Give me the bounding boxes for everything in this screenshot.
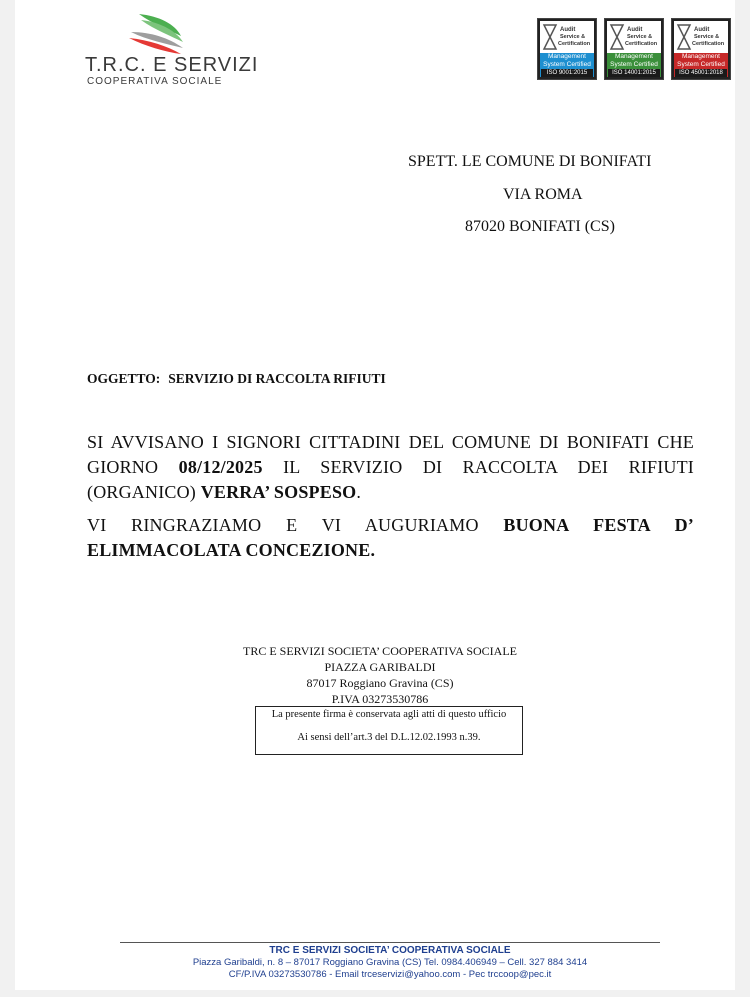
audit-logo-icon [540, 21, 594, 53]
signature-stamp-box [255, 706, 523, 755]
recipient-city: 87020 BONIFATI (CS) [465, 218, 615, 235]
svg-text:Certification: Certification [692, 41, 725, 47]
stamp-line-1: La presente firma è conservata agli atti di questo ufficio [271, 709, 507, 720]
footer-address: Piazza Garibaldi, n. 8 – 87017 Roggiano Gravina (CS) Tel. 0984.406949 – Cell. 327 884 3414 [192, 957, 588, 968]
cert-line2: System Certified [677, 61, 725, 68]
cert-badge-iso45001 [671, 18, 731, 80]
cert-line2: System Certified [610, 61, 658, 68]
signature-company: TRC E SERVIZI SOCIETA’ COOPERATIVA SOCIALE [243, 644, 517, 658]
footer-company: TRC E SERVIZI SOCIETA’ COOPERATIVA SOCIALE [269, 945, 511, 956]
cert-line1: Management [615, 53, 653, 60]
leaf-icon [125, 10, 195, 56]
svg-text:Service &: Service & [694, 34, 720, 40]
svg-text:Service &: Service & [627, 34, 653, 40]
document-page [15, 0, 735, 990]
audit-logo-icon [607, 21, 661, 53]
svg-text:Audit: Audit [627, 27, 643, 33]
signature-vat: P.IVA 03273530786 [331, 692, 429, 706]
notice-text-end: . [356, 482, 362, 502]
cert-standard: ISO 14001:2015 [608, 69, 660, 77]
cert-badge-iso9001 [537, 18, 597, 80]
recipient-name: SPETT. LE COMUNE DI BONIFATI [408, 153, 652, 170]
audit-logo-icon [674, 21, 728, 53]
svg-text:Certification: Certification [558, 41, 591, 47]
notice-text-middle: IL SERVIZIO DI RACCOLTA DEI RIFIUTI (ORGANICO) [87, 457, 695, 502]
logo-subtitle: COOPERATIVA SOCIALE [87, 76, 223, 87]
signature-city: 87017 Roggiano Gravina (CS) [306, 676, 454, 690]
svg-text:Service &: Service & [560, 34, 586, 40]
company-logo [85, 10, 259, 87]
greeting-paragraph [87, 513, 694, 563]
svg-text:Audit: Audit [560, 27, 576, 33]
cert-line1: Management [682, 53, 720, 60]
subject-line [87, 371, 394, 387]
footer-contacts: CF/P.IVA 03273530786 - Email trceservizi@yahoo.com - Pec trccoop@pec.it [228, 969, 552, 980]
notice-suspended: VERRA’ SOSPESO [200, 482, 357, 502]
stamp-line-2: Ai sensi dell’art.3 del D.L.12.02.1993 n.39. [297, 732, 481, 743]
svg-text:Audit: Audit [694, 27, 710, 33]
cert-line1: Management [548, 53, 586, 60]
greeting-text: VI RINGRAZIAMO E VI AUGURIAMO [87, 515, 504, 535]
svg-text:Certification: Certification [625, 41, 658, 47]
signature-address: PIAZZA GARIBALDI [324, 660, 436, 674]
footer-divider [120, 942, 660, 943]
cert-line2: System Certified [543, 61, 591, 68]
recipient-street: VIA ROMA [503, 186, 583, 203]
subject-text: SERVIZIO DI RACCOLTA RIFIUTI [168, 371, 386, 386]
notice-paragraph [87, 430, 694, 505]
cert-standard: ISO 45001:2018 [675, 69, 727, 77]
cert-badge-iso14001 [604, 18, 664, 80]
greeting-holiday: BUONA FESTA D’ ELIMMACOLATA CONCEZIONE. [87, 515, 694, 560]
notice-text-start: SI AVVISANO I SIGNORI CITTADINI DEL COMUNE DI BONIFATI CHE GIORNO [87, 432, 694, 477]
logo-name: T.R.C. E SERVIZI [85, 54, 259, 76]
notice-date: 08/12/2025 [178, 457, 263, 477]
subject-label: OGGETTO: [87, 371, 161, 386]
cert-standard: ISO 9001:2015 [541, 69, 593, 77]
